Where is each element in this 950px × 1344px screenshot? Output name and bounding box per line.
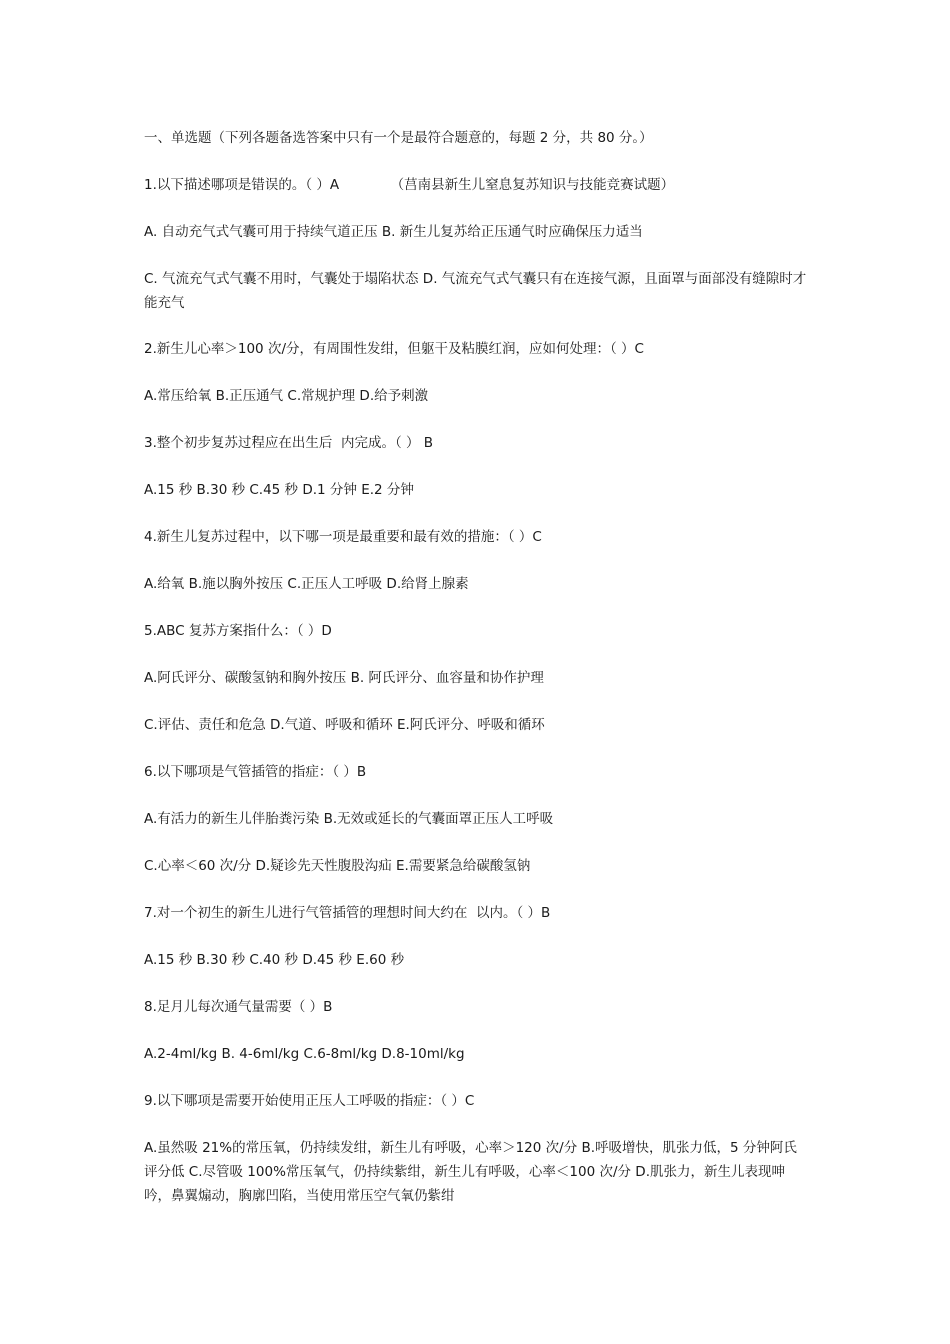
question-1-option-line-1: A. 自动充气式气囊可用于持续气道正压 B. 新生儿复苏给正压通气时应确保压力适当 — [144, 224, 643, 240]
question-5-option-line-2: C.评估、责任和危急 D.气道、呼吸和循环 E.阿氏评分、呼吸和循环 — [144, 717, 545, 733]
question-2-options: A.常压给氧 B.正压通气 C.常规护理 D.给予刺激 — [144, 388, 429, 404]
question-3-options: A.15 秒 B.30 秒 C.45 秒 D.1 分钟 E.2 分钟 — [144, 482, 414, 498]
section-title: 一、单选题（下列各题备选答案中只有一个是最符合题意的，每题 2 分，共 80 分。） — [144, 130, 653, 146]
question-5-stem: 5.ABC 复苏方案指什么：（ ）D — [144, 623, 332, 639]
question-8-options: A.2-4ml/kg B. 4-6ml/kg C.6-8ml/kg D.8-10ml/kg — [144, 1046, 465, 1062]
question-4-options: A.给氧 B.施以胸外按压 C.正压人工呼吸 D.给肾上腺素 — [144, 576, 469, 592]
question-4-stem: 4.新生儿复苏过程中，以下哪一项是最重要和最有效的措施：（ ）C — [144, 529, 542, 545]
question-5-option-line-1: A.阿氏评分、碳酸氢钠和胸外按压 B. 阿氏评分、血容量和协作护理 — [144, 670, 544, 686]
question-1-option-line-2: C. 气流充气式气囊不用时，气囊处于塌陷状态 D. 气流充气式气囊只有在连接气源，且面罩与面部没有缝隙时才能充气 — [144, 271, 807, 311]
document-content — [144, 126, 810, 1208]
question-1-stem: 1.以下描述哪项是错误的。（ ）A （莒南县新生儿窒息复苏知识与技能竞赛试题） — [144, 177, 675, 193]
question-9-options: A.虽然吸 21%的常压氧，仍持续发绀，新生儿有呼吸，心率＞120 次/分 B.呼吸增快，肌张力低，5 分钟阿氏评分低 C.尽管吸 100%常压氧气，仍持续紫绀，新生儿有呼吸，心率＜100 次/分 D.肌张力，新生儿表现呻吟，鼻翼煽动，胸廓凹陷，当使用常压空气氧仍紫绀 — [144, 1140, 797, 1204]
question-8-stem: 8.足月儿每次通气量需要（ ）B — [144, 999, 333, 1015]
question-7-options: A.15 秒 B.30 秒 C.40 秒 D.45 秒 E.60 秒 — [144, 952, 405, 968]
question-9-stem: 9.以下哪项是需要开始使用正压人工呼吸的指症：（ ）C — [144, 1093, 475, 1109]
question-7-stem: 7.对一个初生的新生儿进行气管插管的理想时间大约在 以内。（ ）B — [144, 905, 551, 921]
question-6-stem: 6.以下哪项是气管插管的指症：（ ）B — [144, 764, 367, 780]
question-2-stem: 2.新生儿心率＞100 次/分，有周围性发绀，但躯干及粘膜红润，应如何处理：（ ）C — [144, 341, 644, 357]
question-6-option-line-1: A.有活力的新生儿伴胎粪污染 B.无效或延长的气囊面罩正压人工呼吸 — [144, 811, 554, 827]
question-6-option-line-2: C.心率＜60 次/分 D.疑诊先天性腹股沟疝 E.需要紧急给碳酸氢钠 — [144, 858, 531, 874]
question-3-stem: 3.整个初步复苏过程应在出生后 内完成。（ ） B — [144, 435, 434, 451]
